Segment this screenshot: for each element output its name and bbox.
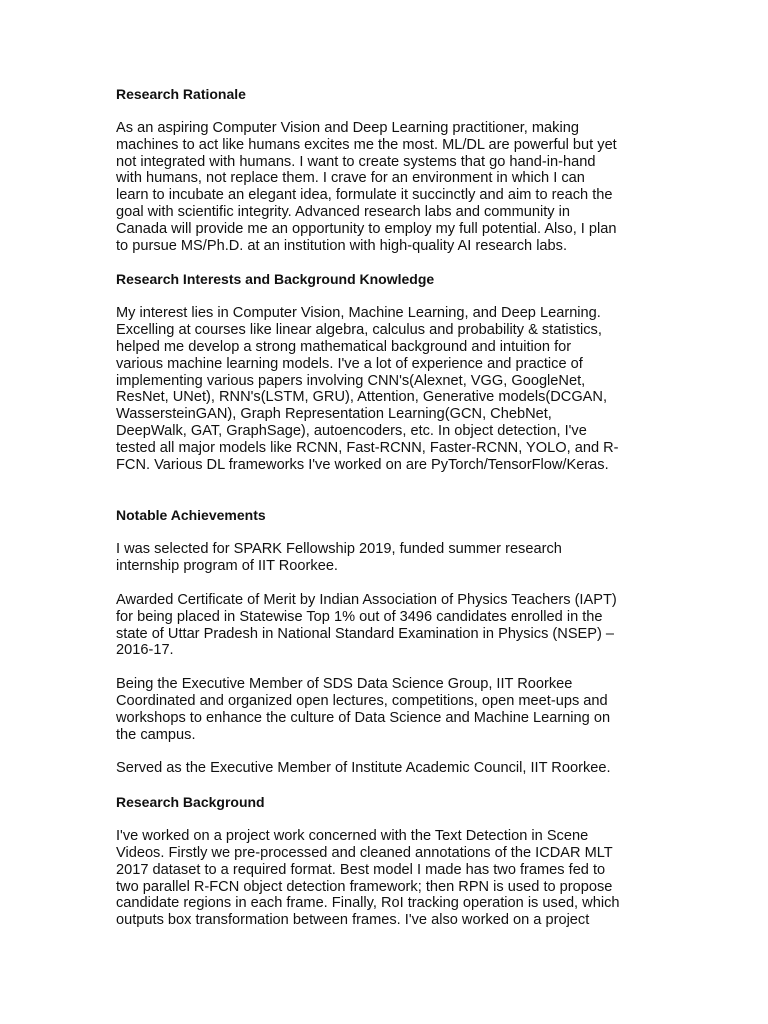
section-heading-research-interests: Research Interests and Background Knowledge <box>116 271 435 288</box>
paragraph-research-rationale: As an aspiring Computer Vision and Deep Learning practitioner, making machines to act like humans excites me the most. ML/DL are powerful but yet not integrated with humans. I want to create systems that go hand-in-hand with humans, not replace them. I crave for an environment in which I can learn to incubate an elegant idea, formulate it succinctly and aim to reach the goal with scientific integrity. Advanced research labs and community in Canada will provide me an opportunity to employ my full potential. Also, I plan to pursue MS/Ph.D. at an institution with high-quality AI research labs. <box>116 120 617 254</box>
section-heading-notable-achievements: Notable Achievements <box>116 507 266 524</box>
paragraph-research-interests: My interest lies in Computer Vision, Machine Learning, and Deep Learning. Excelling at courses like linear algebra, calculus and probability & statistics, helped me develop a strong mathematical background and intuition for various machine learning models. I've a lot of experience and practice of implementing various papers involving CNN's(Alexnet, VGG, GoogleNet, ResNet, UNet), RNN's(LSTM, GRU), Attention, Generative models(DCGAN, WassersteinGAN), Graph Representation Learning(GCN, ChebNet, DeepWalk, GAT, GraphSage), autoencoders, etc. In object detection, I've tested all major models like RCNN, Fast-RCNN, Faster-RCNN, YOLO, and R- FCN. Various DL frameworks I've worked on are PyTorch/TensorFlow/Keras. <box>116 305 619 473</box>
paragraph-spark-fellowship: I was selected for SPARK Fellowship 2019, funded summer research internship program of IIT Roorkee. <box>116 541 562 575</box>
paragraph-sds-member: Being the Executive Member of SDS Data Science Group, IIT Roorkee Coordinated and organized open lectures, competitions, open meet-ups and workshops to enhance the culture of Data Science and Machine Learning on the campus. <box>116 676 611 743</box>
paragraph-research-background: I've worked on a project work concerned with the Text Detection in Scene Videos. Firstly we pre-processed and cleaned annotations of the ICDAR MLT 2017 dataset to a required format. Best model I made has two frames fed to two parallel R-FCN object detection framework; then RPN is used to propose candidate regions in each frame. Finally, RoI tracking operation is used, which outputs box transformation between frames. I've also worked on a project <box>116 828 620 929</box>
paragraph-academic-council: Served as the Executive Member of Institute Academic Council, IIT Roorkee. <box>116 760 611 777</box>
section-heading-research-background: Research Background <box>116 794 265 811</box>
paragraph-iapt-certificate: Awarded Certificate of Merit by Indian Association of Physics Teachers (IAPT) for being placed in Statewise Top 1% out of 3496 candidates enrolled in the state of Uttar Pradesh in National Standard Examination in Physics (NSEP) – 2016-17. <box>116 591 617 659</box>
document-page <box>116 86 656 929</box>
section-heading-research-rationale: Research Rationale <box>116 86 246 102</box>
